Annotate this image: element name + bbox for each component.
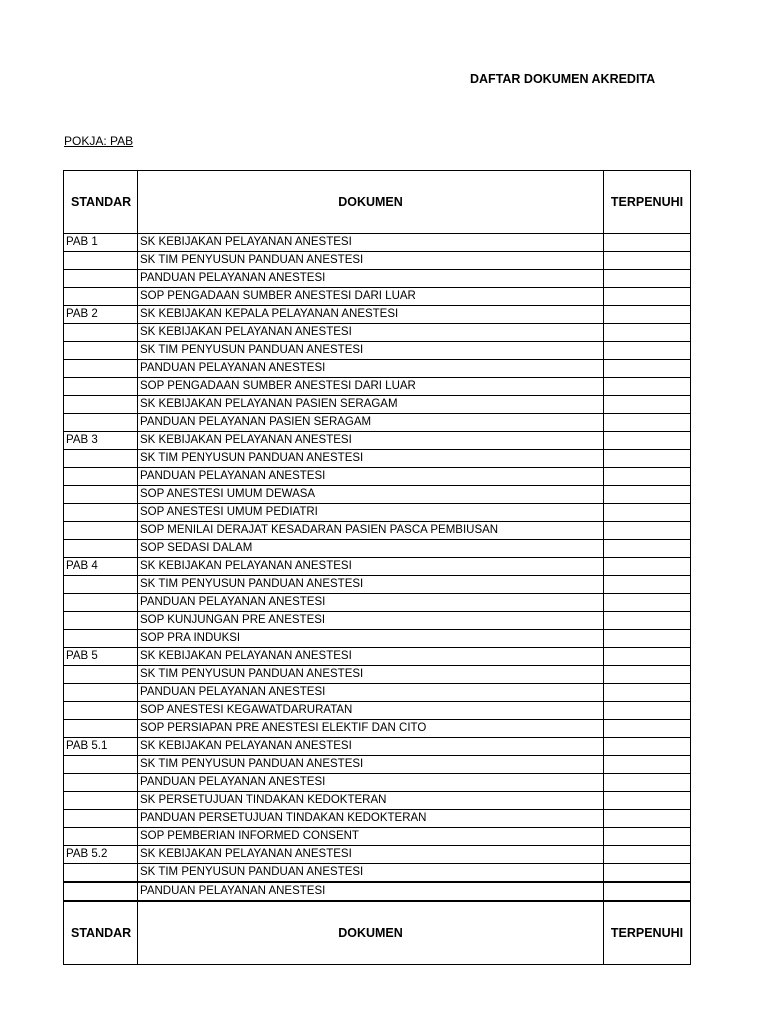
cell-dokumen: SK KEBIJAKAN KEPALA PELAYANAN ANESTESI [138, 306, 604, 324]
cell-standar [64, 702, 138, 720]
header-standar: STANDAR [64, 171, 138, 234]
header-dokumen: DOKUMEN [138, 171, 604, 234]
cell-standar [64, 630, 138, 648]
table-row [64, 486, 691, 504]
cell-standar [64, 450, 138, 468]
table-row [64, 324, 691, 342]
cell-dokumen: PANDUAN PELAYANAN ANESTESI [138, 684, 604, 702]
cell-dokumen: SOP PERSIAPAN PRE ANESTESI ELEKTIF DAN CITO [138, 720, 604, 738]
cell-terpenuhi [604, 324, 691, 342]
cell-terpenuhi [604, 396, 691, 414]
table-footer-header-row [64, 901, 691, 965]
table-row [64, 792, 691, 810]
cell-standar: PAB 5 [64, 648, 138, 666]
table-row [64, 396, 691, 414]
cell-standar [64, 810, 138, 828]
cell-terpenuhi [604, 864, 691, 883]
cell-terpenuhi [604, 504, 691, 522]
cell-dokumen: SK PERSETUJUAN TINDAKAN KEDOKTERAN [138, 792, 604, 810]
cell-terpenuhi [604, 738, 691, 756]
cell-dokumen: SOP KUNJUNGAN PRE ANESTESI [138, 612, 604, 630]
cell-standar: PAB 4 [64, 558, 138, 576]
cell-terpenuhi [604, 630, 691, 648]
cell-terpenuhi [604, 342, 691, 360]
cell-terpenuhi [604, 648, 691, 666]
cell-dokumen: PANDUAN PELAYANAN ANESTESI [138, 882, 604, 901]
table-row [64, 576, 691, 594]
cell-terpenuhi [604, 684, 691, 702]
document-title: DAFTAR DOKUMEN AKREDITA [470, 72, 656, 86]
cell-dokumen: SOP ANESTESI KEGAWATDARURATAN [138, 702, 604, 720]
cell-standar [64, 396, 138, 414]
cell-terpenuhi [604, 468, 691, 486]
table-row [64, 558, 691, 576]
cell-standar [64, 288, 138, 306]
cell-dokumen: SK KEBIJAKAN PELAYANAN ANESTESI [138, 738, 604, 756]
cell-terpenuhi [604, 360, 691, 378]
cell-terpenuhi [604, 792, 691, 810]
cell-standar [64, 576, 138, 594]
table-row [64, 666, 691, 684]
cell-terpenuhi [604, 576, 691, 594]
table-row [64, 630, 691, 648]
cell-terpenuhi [604, 828, 691, 846]
cell-terpenuhi [604, 486, 691, 504]
cell-standar [64, 522, 138, 540]
cell-terpenuhi [604, 414, 691, 432]
table-row [64, 882, 691, 901]
table-row [64, 846, 691, 864]
cell-standar [64, 252, 138, 270]
table-row [64, 522, 691, 540]
cell-terpenuhi [604, 594, 691, 612]
table-row [64, 720, 691, 738]
cell-terpenuhi [604, 810, 691, 828]
cell-dokumen: PANDUAN PERSETUJUAN TINDAKAN KEDOKTERAN [138, 810, 604, 828]
cell-standar [64, 342, 138, 360]
cell-standar [64, 864, 138, 883]
cell-dokumen: SK TIM PENYUSUN PANDUAN ANESTESI [138, 252, 604, 270]
cell-standar [64, 270, 138, 288]
cell-terpenuhi [604, 774, 691, 792]
cell-standar: PAB 5.2 [64, 846, 138, 864]
cell-standar [64, 684, 138, 702]
footer-header-standar: STANDAR [64, 901, 138, 965]
cell-dokumen: SK KEBIJAKAN PELAYANAN ANESTESI [138, 846, 604, 864]
cell-standar [64, 360, 138, 378]
cell-dokumen: SK TIM PENYUSUN PANDUAN ANESTESI [138, 450, 604, 468]
cell-dokumen: SOP PEMBERIAN INFORMED CONSENT [138, 828, 604, 846]
table-row [64, 738, 691, 756]
cell-terpenuhi [604, 720, 691, 738]
cell-standar: PAB 2 [64, 306, 138, 324]
table-row [64, 306, 691, 324]
cell-terpenuhi [604, 432, 691, 450]
cell-standar [64, 324, 138, 342]
footer-header-dokumen: DOKUMEN [138, 901, 604, 965]
table-row [64, 864, 691, 883]
cell-standar [64, 378, 138, 396]
cell-standar [64, 666, 138, 684]
cell-standar [64, 882, 138, 901]
cell-dokumen: SOP ANESTESI UMUM DEWASA [138, 486, 604, 504]
cell-standar [64, 720, 138, 738]
cell-standar [64, 774, 138, 792]
cell-dokumen: SK KEBIJAKAN PELAYANAN ANESTESI [138, 558, 604, 576]
table-row [64, 702, 691, 720]
table-row [64, 648, 691, 666]
header-terpenuhi: TERPENUHI [604, 171, 691, 234]
table-row [64, 252, 691, 270]
cell-standar: PAB 5.1 [64, 738, 138, 756]
pokja-label: POKJA: PAB [64, 134, 134, 148]
cell-dokumen: SK KEBIJAKAN PELAYANAN ANESTESI [138, 648, 604, 666]
cell-terpenuhi [604, 702, 691, 720]
cell-dokumen: SK KEBIJAKAN PELAYANAN ANESTESI [138, 432, 604, 450]
cell-dokumen: PANDUAN PELAYANAN ANESTESI [138, 774, 604, 792]
table-row [64, 540, 691, 558]
table-row [64, 342, 691, 360]
cell-standar [64, 414, 138, 432]
cell-standar [64, 594, 138, 612]
cell-standar [64, 540, 138, 558]
cell-terpenuhi [604, 612, 691, 630]
table-row [64, 234, 691, 252]
cell-dokumen: SOP PENGADAAN SUMBER ANESTESI DARI LUAR [138, 288, 604, 306]
cell-terpenuhi [604, 288, 691, 306]
cell-dokumen: PANDUAN PELAYANAN ANESTESI [138, 360, 604, 378]
table-row [64, 270, 691, 288]
table-row [64, 594, 691, 612]
cell-terpenuhi [604, 306, 691, 324]
cell-terpenuhi [604, 450, 691, 468]
cell-standar: PAB 1 [64, 234, 138, 252]
cell-standar [64, 756, 138, 774]
cell-dokumen: SOP SEDASI DALAM [138, 540, 604, 558]
table-row [64, 432, 691, 450]
cell-dokumen: SOP ANESTESI UMUM PEDIATRI [138, 504, 604, 522]
cell-standar [64, 504, 138, 522]
cell-terpenuhi [604, 756, 691, 774]
table-row [64, 612, 691, 630]
cell-terpenuhi [604, 846, 691, 864]
cell-terpenuhi [604, 378, 691, 396]
cell-standar [64, 792, 138, 810]
cell-dokumen: SK KEBIJAKAN PELAYANAN PASIEN SERAGAM [138, 396, 604, 414]
cell-dokumen: SK TIM PENYUSUN PANDUAN ANESTESI [138, 576, 604, 594]
table-row [64, 414, 691, 432]
cell-dokumen: SOP MENILAI DERAJAT KESADARAN PASIEN PASCA PEMBIUSAN [138, 522, 604, 540]
table-row [64, 378, 691, 396]
table-row [64, 810, 691, 828]
table-header-row [64, 171, 691, 234]
cell-terpenuhi [604, 882, 691, 901]
cell-terpenuhi [604, 540, 691, 558]
cell-dokumen: SK TIM PENYUSUN PANDUAN ANESTESI [138, 756, 604, 774]
cell-dokumen: SK KEBIJAKAN PELAYANAN ANESTESI [138, 324, 604, 342]
cell-standar: PAB 3 [64, 432, 138, 450]
cell-dokumen: SK KEBIJAKAN PELAYANAN ANESTESI [138, 234, 604, 252]
table-row [64, 360, 691, 378]
table-body [64, 234, 691, 902]
cell-dokumen: PANDUAN PELAYANAN PASIEN SERAGAM [138, 414, 604, 432]
cell-dokumen: SK TIM PENYUSUN PANDUAN ANESTESI [138, 864, 604, 883]
table-row [64, 774, 691, 792]
cell-terpenuhi [604, 252, 691, 270]
table-row [64, 288, 691, 306]
footer-header-terpenuhi: TERPENUHI [604, 901, 691, 965]
cell-standar [64, 612, 138, 630]
cell-terpenuhi [604, 522, 691, 540]
document-table [63, 170, 691, 965]
cell-terpenuhi [604, 234, 691, 252]
table-row [64, 450, 691, 468]
cell-standar [64, 468, 138, 486]
cell-standar [64, 828, 138, 846]
table-row [64, 684, 691, 702]
table-row [64, 468, 691, 486]
cell-dokumen: SOP PENGADAAN SUMBER ANESTESI DARI LUAR [138, 378, 604, 396]
cell-dokumen: SK TIM PENYUSUN PANDUAN ANESTESI [138, 666, 604, 684]
cell-dokumen: PANDUAN PELAYANAN ANESTESI [138, 468, 604, 486]
table-row [64, 756, 691, 774]
cell-dokumen: SK TIM PENYUSUN PANDUAN ANESTESI [138, 342, 604, 360]
cell-dokumen: SOP PRA INDUKSI [138, 630, 604, 648]
cell-dokumen: PANDUAN PELAYANAN ANESTESI [138, 270, 604, 288]
cell-terpenuhi [604, 270, 691, 288]
cell-terpenuhi [604, 558, 691, 576]
cell-dokumen: PANDUAN PELAYANAN ANESTESI [138, 594, 604, 612]
table-row [64, 504, 691, 522]
cell-standar [64, 486, 138, 504]
cell-terpenuhi [604, 666, 691, 684]
table-row [64, 828, 691, 846]
